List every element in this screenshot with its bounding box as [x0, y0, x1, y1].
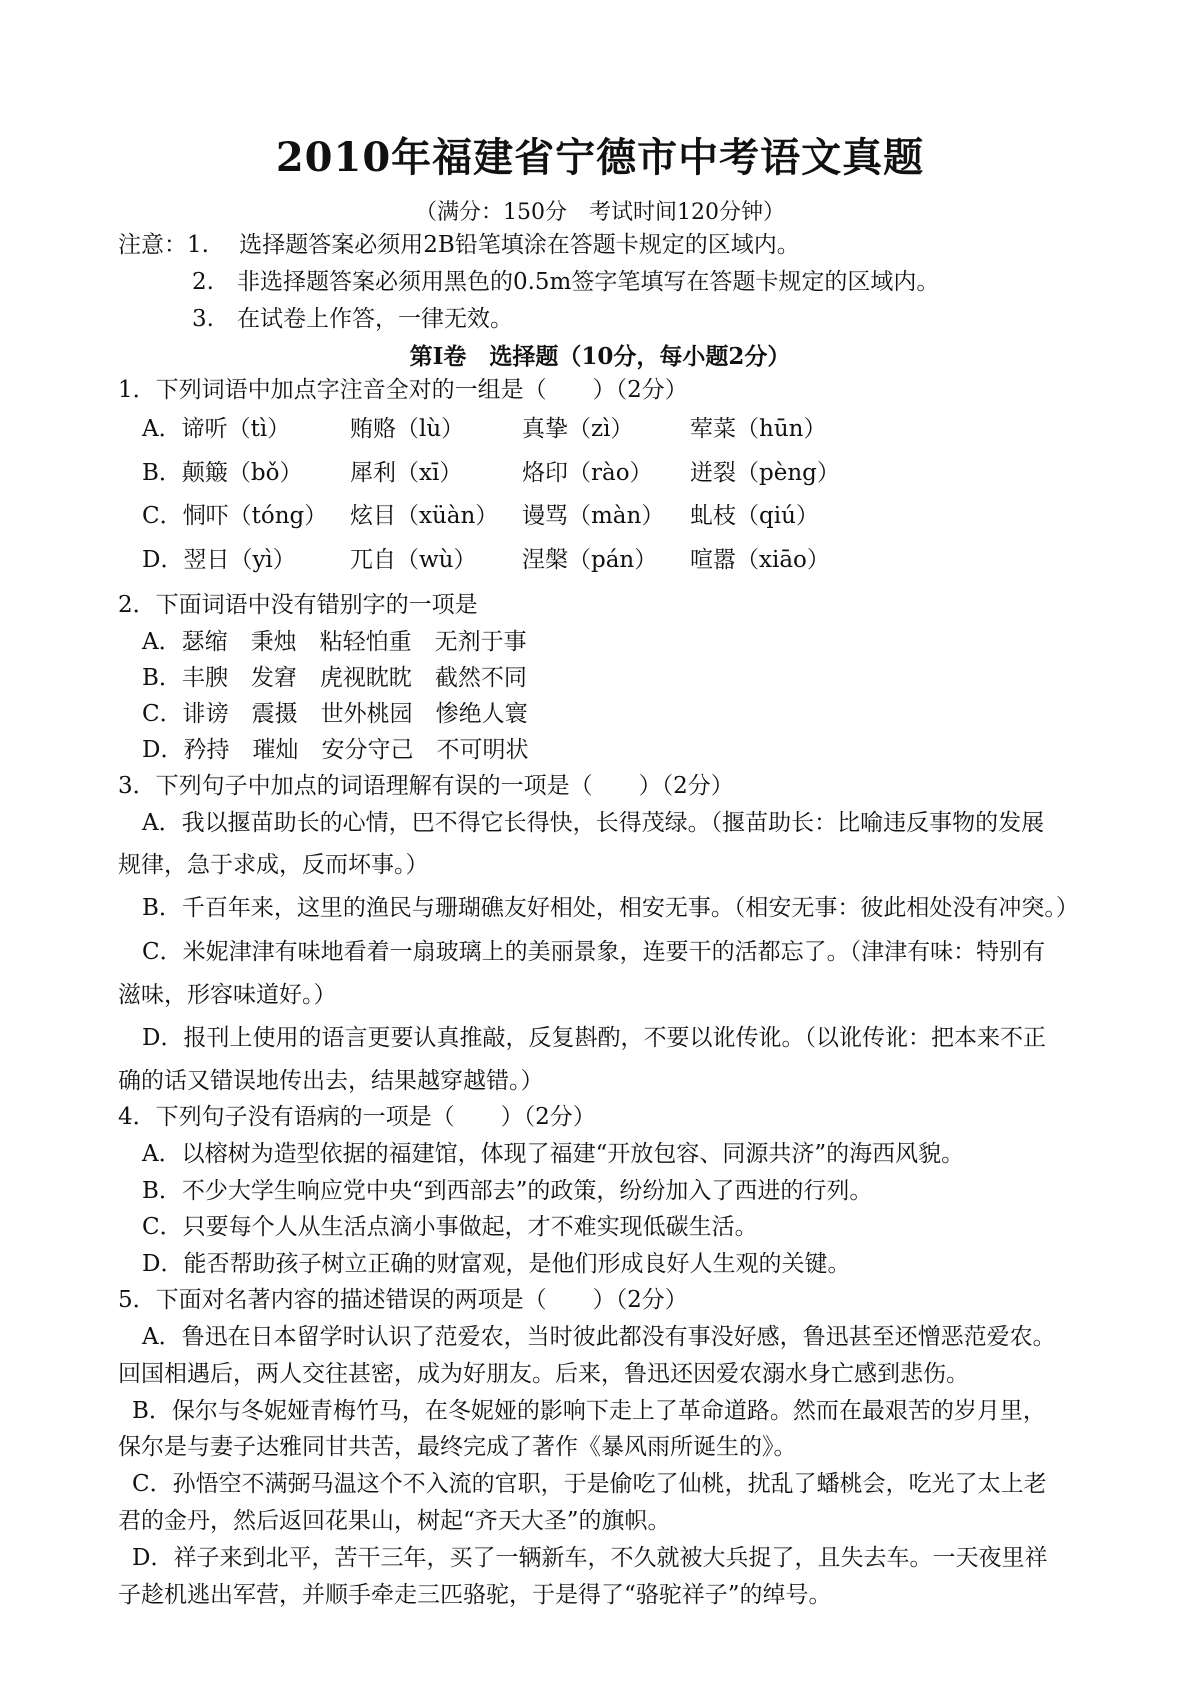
q5-option-a: A．鲁迅在日本留学时认识了范爱农，当时彼此都没有事没好感，鲁迅甚至还憎恶范爱农。 [142, 1324, 1056, 1350]
q1-d-3: 涅槃（pán） [522, 547, 658, 573]
q3-option-a: A．我以揠苗助长的心情，巴不得它长得快，长得茂绿。（揠苗助长：比喻违反事物的发展 [142, 810, 1045, 836]
q4-option-a: A．以榕树为造型依据的福建馆，体现了福建“开放包容、同源共济”的海西风貌。 [142, 1141, 965, 1167]
q4-option-c: C．只要每个人从生活点滴小事做起，才不难实现低碳生活。 [142, 1214, 758, 1240]
q1-b-2: 犀利（xī） [350, 460, 463, 486]
note-1: 注意：1. 选择题答案必须用2B铅笔填涂在答题卡规定的区域内。 [118, 232, 800, 258]
q3-option-c: C．米妮津津有味地看着一扇玻璃上的美丽景象，连要干的活都忘了。（津津有味：特别有 [142, 939, 1046, 965]
page-title: 2010年福建省宁德市中考语文真题 [275, 134, 925, 181]
q5-option-d-cont: 子趁机逃出军营，并顺手牵走三匹骆驼，于是得了“骆驼祥子”的绰号。 [118, 1582, 832, 1608]
q1-d-2: 兀自（wù） [350, 547, 477, 573]
q1-a-4: 荤菜（hūn） [690, 416, 827, 442]
section-title: 第Ⅰ卷 选择题（10分，每小题2分） [409, 343, 791, 370]
q1-c-1: C．恫吓（tóng） [142, 503, 328, 529]
q2-option-a: A．瑟缩 秉烛 粘轻怕重 无剂于事 [142, 629, 527, 655]
q5-stem: 5．下面对名著内容的描述错误的两项是（ ）（2分） [118, 1287, 688, 1313]
q2-option-c: C．诽谤 震摄 世外桃园 惨绝人寰 [142, 701, 528, 727]
q3-option-a-cont: 规律，急于求成，反而坏事。） [118, 852, 429, 878]
q1-c-3: 谩骂（màn） [522, 503, 665, 529]
note-2: 2. 非选择题答案必须用黑色的0.5m签字笔填写在答题卡规定的区域内。 [192, 269, 940, 295]
q1-b-1: B．颠簸（bǒ） [142, 460, 303, 486]
q1-d-4: 喧嚣（xiāo） [690, 547, 830, 573]
q1-c-2: 炫目（xüàn） [350, 503, 499, 529]
q5-option-b: B．保尔与冬妮娅青梅竹马，在冬妮娅的影响下走上了革命道路。然而在最艰苦的岁月里， [132, 1398, 1046, 1424]
q3-option-d: D．报刊上使用的语言更要认真推敲，反复斟酌，不要以讹传讹。（以讹传讹：把本来不正 [142, 1025, 1046, 1051]
q4-option-d: D．能否帮助孩子树立正确的财富观，是他们形成良好人生观的关键。 [142, 1251, 851, 1277]
q3-option-c-cont: 滋味，形容味道好。） [118, 982, 337, 1008]
q1-stem: 1．下列词语中加点字注音全对的一组是（ ）（2分） [118, 377, 688, 403]
q4-stem: 4．下列句子没有语病的一项是（ ）（2分） [118, 1104, 596, 1130]
note-3: 3. 在试卷上作答，一律无效。 [192, 306, 513, 332]
q1-a-3: 真挚（zì） [522, 416, 634, 442]
q4-option-b: B．不少大学生响应党中央“到西部去”的政策，纷纷加入了西进的行列。 [142, 1178, 873, 1204]
q1-b-3: 烙印（rào） [522, 460, 653, 486]
q5-option-c: C．孙悟空不满弼马温这个不入流的官职，于是偷吃了仙桃，扰乱了蟠桃会，吃光了太上老 [132, 1471, 1047, 1497]
exam-meta: （满分：150分 考试时间120分钟） [415, 200, 785, 225]
q1-a-2: 贿赂（lù） [350, 416, 465, 442]
q2-option-d: D．矜持 璀灿 安分守己 不可明状 [142, 737, 529, 763]
q5-option-c-cont: 君的金丹，然后返回花果山，树起“齐天大圣”的旗帜。 [118, 1508, 671, 1534]
q2-stem: 2．下面词语中没有错别字的一项是 [118, 592, 478, 618]
q1-d-1: D．翌日（yì） [142, 547, 296, 573]
q5-option-d: D．祥子来到北平，苦干三年，买了一辆新车，不久就被大兵捉了，且失去车。一天夜里祥 [132, 1545, 1048, 1571]
q5-option-b-cont: 保尔是与妻子达雅同甘共苦，最终完成了著作《暴风雨所诞生的》。 [118, 1434, 797, 1460]
q1-a-1: A．谛听（tì） [142, 416, 291, 442]
q1-b-4: 迸裂（pèng） [690, 460, 840, 486]
q3-option-b: B．千百年来，这里的渔民与珊瑚礁友好相处，相安无事。（相安无事：彼此相处没有冲突。） [142, 895, 1079, 921]
q5-option-a-cont: 回国相遇后，两人交往甚密，成为好朋友。后来，鲁迅还因爱农溺水身亡感到悲伤。 [118, 1361, 969, 1387]
q3-stem: 3．下列句子中加点的词语理解有误的一项是（ ）（2分） [118, 773, 734, 799]
q1-c-4: 虬枝（qiú） [690, 503, 819, 529]
q2-option-b: B．丰腴 发窘 虎视眈眈 截然不同 [142, 665, 527, 691]
q3-option-d-cont: 确的话又错误地传出去，结果越穿越错。） [118, 1068, 544, 1094]
